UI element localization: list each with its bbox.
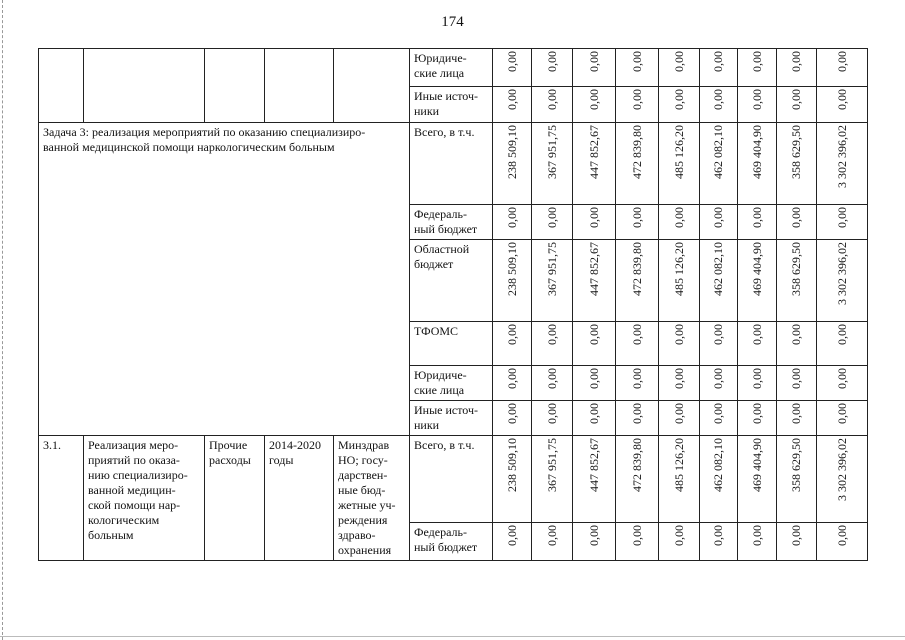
amount-cell: [817, 322, 868, 366]
amount-value: 0,00: [834, 368, 849, 389]
amount-value: 0,00: [629, 324, 644, 345]
amount-cell: [616, 240, 659, 322]
amount-value: 0,00: [749, 524, 764, 546]
amount-cell: [817, 240, 868, 322]
amount-value: 0,00: [711, 324, 725, 345]
amount-cell: [573, 436, 616, 523]
amount-cell: [738, 123, 777, 205]
amount-value: 0,00: [834, 51, 849, 72]
amount-cell: [817, 522, 868, 560]
amount-value: 472 839,80: [629, 438, 644, 492]
page-bottom-line: [0, 636, 905, 637]
amount-value: 0,00: [586, 324, 601, 345]
amount-cell: [777, 123, 817, 205]
amount-value: 0,00: [586, 207, 601, 228]
amount-cell: [817, 401, 868, 436]
amount-cell: [738, 366, 777, 401]
amount-value: 0,00: [586, 89, 601, 110]
amount-value: 462 082,10: [711, 125, 725, 179]
funding-source: ТФОМС: [410, 322, 493, 366]
amount-cell: [573, 522, 616, 560]
amount-cell: [738, 522, 777, 560]
amount-value: 367 951,75: [544, 125, 559, 179]
amount-value: 0,00: [834, 324, 849, 345]
amount-cell: [532, 436, 573, 523]
amount-value: 0,00: [749, 403, 764, 424]
amount-value: 485 126,20: [671, 242, 686, 296]
amount-value: 469 404,90: [749, 125, 764, 179]
amount-value: 0,00: [749, 51, 764, 72]
amount-cell: [616, 205, 659, 240]
amount-cell: [616, 87, 659, 123]
amount-cell: [573, 401, 616, 436]
amount-value: 3 302 396,02: [834, 125, 849, 188]
amount-cell: [738, 401, 777, 436]
amount-cell: [659, 436, 700, 523]
amount-cell: [493, 49, 532, 87]
funding-source: Федераль- ный бюджет: [410, 205, 493, 240]
amount-value: 0,00: [789, 368, 803, 389]
funding-source: Юридиче- ские лица: [410, 49, 493, 87]
amount-cell: [616, 401, 659, 436]
amount-cell: [700, 123, 738, 205]
amount-cell: [817, 49, 868, 87]
amount-cell: [659, 205, 700, 240]
amount-value: 447 852,67: [586, 438, 601, 492]
amount-value: 0,00: [629, 51, 644, 72]
amount-cell: [573, 87, 616, 123]
amount-cell: [700, 366, 738, 401]
empty-cell: [334, 49, 410, 123]
page-number: 174: [441, 14, 464, 30]
amount-value: 472 839,80: [629, 125, 644, 179]
amount-value: 0,00: [504, 89, 519, 110]
amount-value: 0,00: [504, 207, 519, 228]
amount-cell: [738, 205, 777, 240]
amount-cell: [532, 322, 573, 366]
amount-value: 0,00: [711, 403, 725, 424]
funding-source: Областной бюджет: [410, 240, 493, 322]
amount-cell: [659, 322, 700, 366]
amount-cell: [817, 87, 868, 123]
amount-cell: [700, 49, 738, 87]
amount-cell: [573, 366, 616, 401]
amount-cell: [659, 401, 700, 436]
amount-cell: [738, 49, 777, 87]
funding-source: Иные источ- ники: [410, 401, 493, 436]
amount-cell: [700, 205, 738, 240]
funding-source: Всего, в т.ч.: [410, 436, 493, 523]
amount-value: 0,00: [834, 207, 849, 228]
amount-cell: [738, 87, 777, 123]
amount-cell: [493, 366, 532, 401]
amount-cell: [616, 322, 659, 366]
amount-cell: [700, 87, 738, 123]
amount-cell: [532, 49, 573, 87]
amount-value: 0,00: [711, 89, 725, 110]
amount-value: 469 404,90: [749, 242, 764, 296]
amount-cell: [817, 205, 868, 240]
amount-value: 238 509,10: [504, 125, 519, 179]
amount-value: 358 629,50: [789, 125, 803, 179]
amount-value: 0,00: [789, 207, 803, 228]
amount-value: 0,00: [711, 368, 725, 389]
amount-value: 0,00: [629, 368, 644, 389]
amount-value: 0,00: [544, 89, 559, 110]
amount-cell: [493, 322, 532, 366]
amount-cell: [777, 522, 817, 560]
amount-cell: [573, 49, 616, 87]
amount-value: 0,00: [544, 524, 559, 546]
amount-value: 0,00: [749, 207, 764, 228]
expense-type: Прочие расходы: [205, 436, 265, 561]
amount-cell: [700, 322, 738, 366]
executor: Минздрав НО; госу- дарствен- ные бюд- жетные уч- реждения здраво- охранения: [334, 436, 410, 561]
amount-value: 0,00: [544, 324, 559, 345]
amount-cell: [817, 123, 868, 205]
amount-cell: [532, 123, 573, 205]
amount-cell: [777, 49, 817, 87]
amount-cell: [659, 49, 700, 87]
amount-value: 0,00: [711, 207, 725, 228]
amount-cell: [493, 436, 532, 523]
amount-cell: [700, 240, 738, 322]
amount-cell: [532, 401, 573, 436]
amount-cell: [777, 87, 817, 123]
amount-cell: [616, 436, 659, 523]
amount-cell: [493, 401, 532, 436]
empty-cell: [265, 49, 334, 123]
amount-cell: [493, 123, 532, 205]
amount-value: 447 852,67: [586, 125, 601, 179]
amount-value: 0,00: [504, 403, 519, 424]
amount-value: 0,00: [789, 51, 803, 72]
amount-cell: [616, 123, 659, 205]
amount-cell: [573, 205, 616, 240]
amount-value: 0,00: [504, 324, 519, 345]
amount-value: 0,00: [789, 524, 803, 546]
funding-source: Всего, в т.ч.: [410, 123, 493, 205]
amount-cell: [659, 366, 700, 401]
amount-value: 0,00: [789, 324, 803, 345]
amount-value: 358 629,50: [789, 438, 803, 492]
amount-value: 358 629,50: [789, 242, 803, 296]
amount-value: 469 404,90: [749, 438, 764, 492]
amount-cell: [493, 205, 532, 240]
amount-cell: [573, 123, 616, 205]
amount-value: 0,00: [629, 207, 644, 228]
amount-cell: [532, 522, 573, 560]
amount-value: 462 082,10: [711, 438, 725, 492]
amount-value: 0,00: [671, 524, 686, 546]
amount-value: 0,00: [504, 368, 519, 389]
amount-cell: [777, 240, 817, 322]
amount-cell: [493, 522, 532, 560]
amount-value: 0,00: [504, 51, 519, 72]
amount-value: 0,00: [671, 324, 686, 345]
amount-value: 0,00: [586, 368, 601, 389]
amount-cell: [738, 322, 777, 366]
amount-cell: [777, 366, 817, 401]
table-row: [39, 436, 868, 523]
amount-cell: [738, 436, 777, 523]
amount-cell: [659, 522, 700, 560]
amount-cell: [738, 240, 777, 322]
budget-table: [38, 48, 868, 561]
amount-cell: [532, 366, 573, 401]
amount-cell: [659, 87, 700, 123]
amount-value: 0,00: [671, 368, 686, 389]
amount-cell: [777, 322, 817, 366]
empty-cell: [39, 49, 84, 123]
item-name: Реализация меро- приятий по оказа- нию специализиро- ванной медицин- ской помощи нар- кологическим больным: [84, 436, 205, 561]
amount-value: 0,00: [671, 207, 686, 228]
amount-value: 0,00: [629, 524, 644, 546]
amount-value: 447 852,67: [586, 242, 601, 296]
amount-value: 485 126,20: [671, 125, 686, 179]
amount-value: 0,00: [629, 403, 644, 424]
amount-value: 3 302 396,02: [834, 242, 849, 305]
amount-value: 485 126,20: [671, 438, 686, 492]
amount-cell: [700, 522, 738, 560]
amount-value: 0,00: [789, 89, 803, 110]
period: 2014-2020 годы: [265, 436, 334, 561]
task-3-title: Задача 3: реализация мероприятий по оказанию специализиро- ванной медицинской помощи наркологическим больным: [39, 123, 410, 436]
amount-value: 0,00: [544, 207, 559, 228]
amount-value: 0,00: [586, 51, 601, 72]
amount-cell: [493, 87, 532, 123]
amount-value: 0,00: [834, 524, 849, 546]
amount-cell: [532, 205, 573, 240]
page-margin-line: [2, 0, 4, 640]
amount-value: 462 082,10: [711, 242, 725, 296]
amount-value: 0,00: [749, 324, 764, 345]
amount-value: 3 302 396,02: [834, 438, 849, 501]
amount-cell: [700, 436, 738, 523]
amount-cell: [532, 240, 573, 322]
amount-value: 367 951,75: [544, 242, 559, 296]
funding-source: Юридиче- ские лица: [410, 366, 493, 401]
amount-value: 0,00: [544, 368, 559, 389]
amount-value: 0,00: [671, 403, 686, 424]
amount-cell: [573, 240, 616, 322]
amount-value: 238 509,10: [504, 242, 519, 296]
amount-value: 0,00: [671, 51, 686, 72]
funding-source: Федераль- ный бюджет: [410, 522, 493, 560]
amount-cell: [659, 123, 700, 205]
amount-cell: [532, 87, 573, 123]
amount-cell: [777, 436, 817, 523]
amount-cell: [777, 401, 817, 436]
amount-value: 238 509,10: [504, 438, 519, 492]
amount-value: 0,00: [834, 89, 849, 110]
amount-cell: [493, 240, 532, 322]
funding-source: Иные источ- ники: [410, 87, 493, 123]
amount-cell: [616, 49, 659, 87]
amount-cell: [700, 401, 738, 436]
amount-cell: [573, 322, 616, 366]
empty-cell: [84, 49, 205, 123]
amount-value: 0,00: [834, 403, 849, 424]
amount-value: 472 839,80: [629, 242, 644, 296]
amount-value: 0,00: [749, 368, 764, 389]
amount-value: 0,00: [711, 524, 725, 546]
amount-value: 367 951,75: [544, 438, 559, 492]
table-row: [39, 49, 868, 87]
amount-cell: [817, 366, 868, 401]
amount-value: 0,00: [544, 51, 559, 72]
amount-cell: [659, 240, 700, 322]
amount-cell: [616, 522, 659, 560]
amount-value: 0,00: [586, 524, 601, 546]
table-row: [39, 123, 868, 205]
amount-value: 0,00: [711, 51, 725, 72]
amount-value: 0,00: [789, 403, 803, 424]
empty-cell: [205, 49, 265, 123]
amount-value: 0,00: [749, 89, 764, 110]
amount-cell: [777, 205, 817, 240]
item-number: 3.1.: [39, 436, 84, 561]
amount-value: 0,00: [586, 403, 601, 424]
amount-value: 0,00: [544, 403, 559, 424]
amount-cell: [616, 366, 659, 401]
amount-value: 0,00: [671, 89, 686, 110]
amount-cell: [817, 436, 868, 523]
amount-value: 0,00: [504, 524, 519, 546]
amount-value: 0,00: [629, 89, 644, 110]
